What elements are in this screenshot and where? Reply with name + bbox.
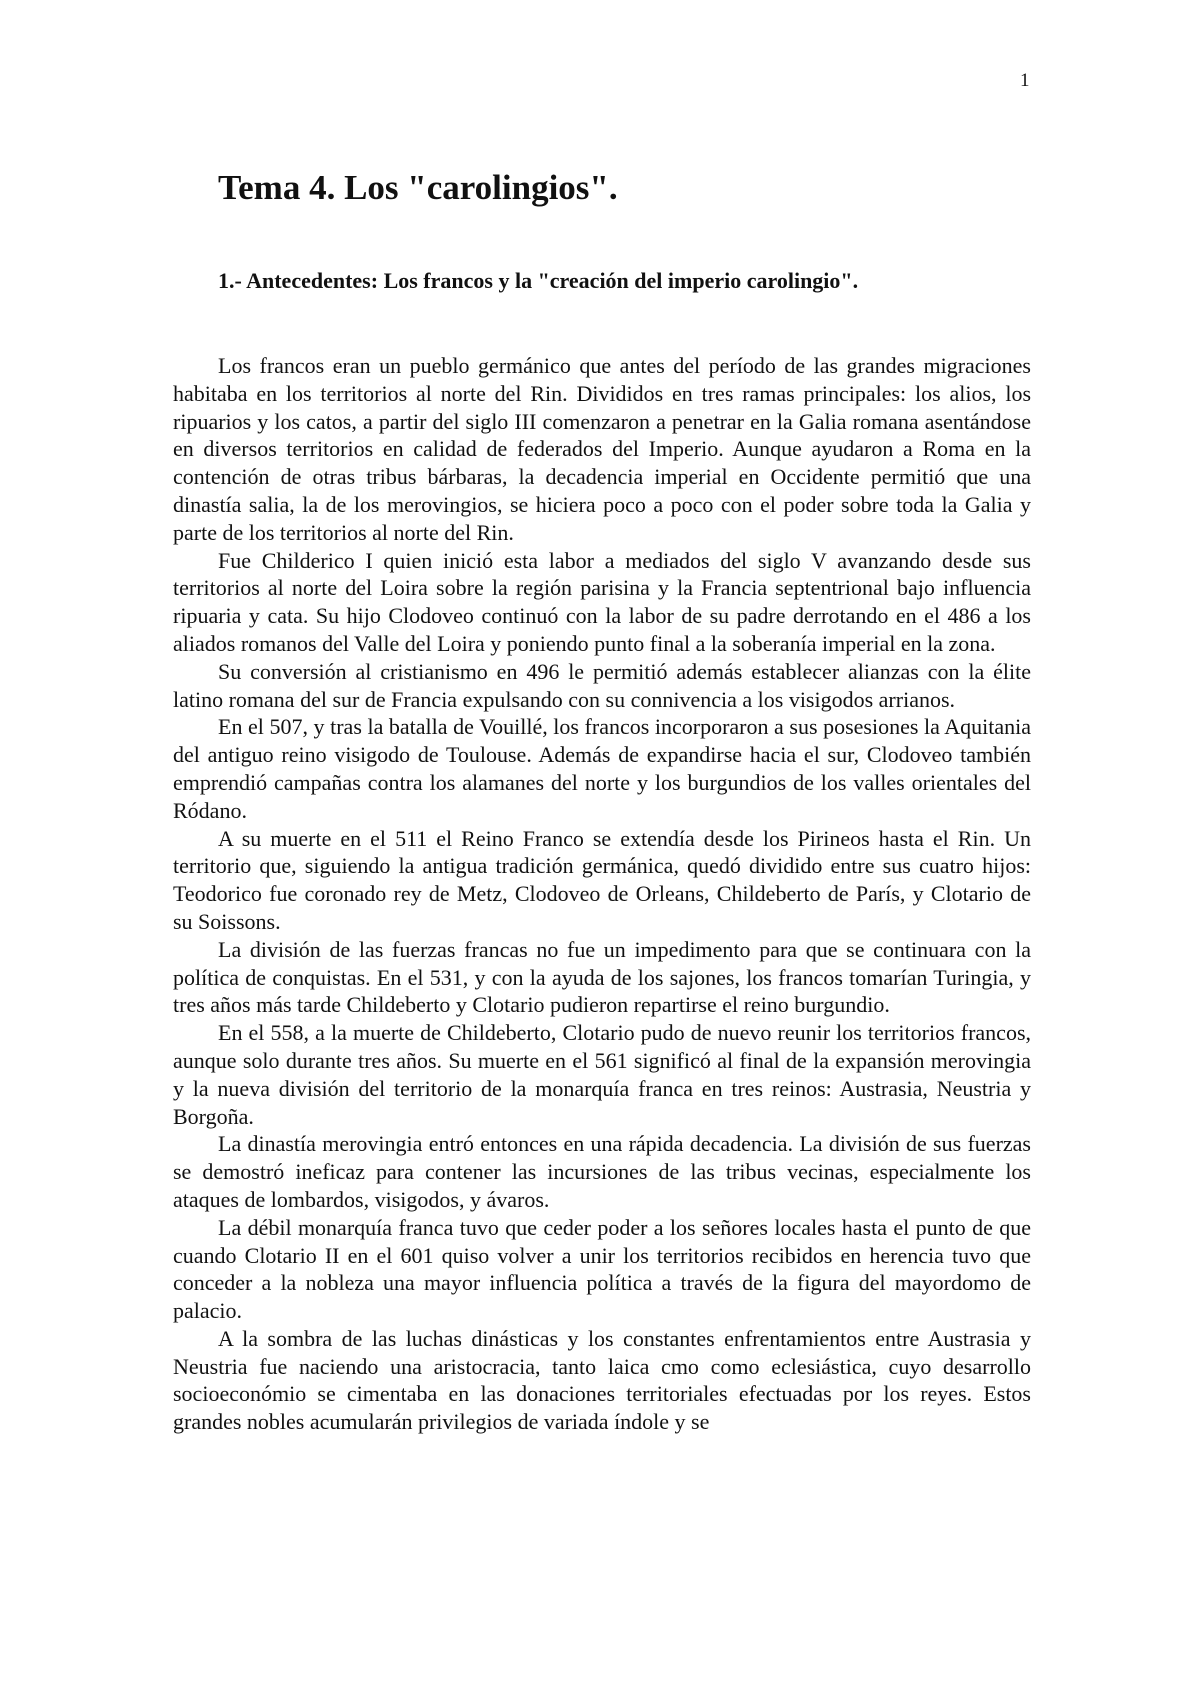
- paragraph: Fue Childerico I quien inició esta labor a mediados del siglo V avanzando desde sus territorios al norte del Loira sobre la región parisina y la Francia septentrional bajo influencia ripuaria y cata. Su hijo Clodoveo continuó con la labor de su padre derrotando en el 486 a los aliados romanos del Valle del Loira y poniendo punto final a la soberanía imperial en la zona.: [173, 547, 1031, 656]
- paragraph: A su muerte en el 511 el Reino Franco se extendía desde los Pirineos hasta el Rin. Un territorio que, siguiendo la antigua tradición germánica, quedó dividido entre sus cuatro hijos: Teodorico fue coronado rey de Metz, Clodoveo de Orleans, Childeberto de París, y Clotario de su Soissons.: [173, 825, 1031, 934]
- paragraph: En el 507, y tras la batalla de Vouillé, los francos incorporaron a sus posesiones la Aquitania del antiguo reino visigodo de Toulouse. Además de expandirse hacia el sur, Clodoveo también emprendió campañas contra los alamanes del norte y los burgundios de los valles orientales del Ródano.: [173, 714, 1031, 823]
- paragraph: La dinastía merovingia entró entonces en una rápida decadencia. La división de sus fuerzas se demostró ineficaz para contener las incursiones de las tribus vecinas, especialmente los ataques de lombardos, visigodos, y ávaros.: [173, 1131, 1031, 1212]
- paragraph: En el 558, a la muerte de Childeberto, Clotario pudo de nuevo reunir los territorios francos, aunque solo durante tres años. Su muerte en el 561 significó al final de la expansión merovingia y la nueva división del territorio de la monarquía franca en tres reinos: Austrasia, Neustria y Borgoña.: [173, 1020, 1031, 1129]
- paragraph: La división de las fuerzas francas no fue un impedimento para que se continuara con la política de conquistas. En el 531, y con la ayuda de los sajones, los francos tomarían Turingia, y tres años más tarde Childeberto y Clotario pudieron repartirse el reino burgundio.: [173, 936, 1031, 1018]
- section-heading: 1.- Antecedentes: Los francos y la "creación del imperio carolingio".: [218, 268, 859, 293]
- paragraph: Los francos eran un pueblo germánico que antes del período de las grandes migraciones habitaba en los territorios al norte del Rin. Divididos en tres ramas principales: los alios, los ripuarios y los catos, a partir del siglo III comenzaron a penetrar en la Galia romana asentándose en diversos territorios en calidad de federados del Imperio. Aunque ayudaron a Roma en la contención de otras tribus bárbaras, la decadencia imperial en Occidente permitió que una dinastía salia, la de los merovingios, se hiciera poco a poco con el poder sobre toda la Galia y parte de los territorios al norte del Rin.: [173, 353, 1031, 545]
- body-text: [173, 352, 1031, 1436]
- paragraph: Su conversión al cristianismo en 496 le permitió además establecer alianzas con la élite latino romana del sur de Francia expulsando con su connivencia a los visigodos arrianos.: [173, 658, 1031, 712]
- document-title: Tema 4. Los "carolingios".: [218, 168, 618, 207]
- paragraph: A la sombra de las luchas dinásticas y los constantes enfrentamientos entre Austrasia y Neustria fue naciendo una aristocracia, tanto laica cmo como eclesiástica, cuyo desarrollo socioeconómio se cimentaba en las donaciones territoriales efectuadas por los reyes. Estos grandes nobles acumularán privilegios de variada índole y se: [173, 1325, 1031, 1435]
- page-number: 1: [1020, 70, 1030, 91]
- paragraph: La débil monarquía franca tuvo que ceder poder a los señores locales hasta el punto de que cuando Clotario II en el 601 quiso volver a unir los territorios recibidos en herencia tuvo que conceder a la nobleza una mayor influencia política a través de la figura del mayordomo de palacio.: [173, 1214, 1031, 1324]
